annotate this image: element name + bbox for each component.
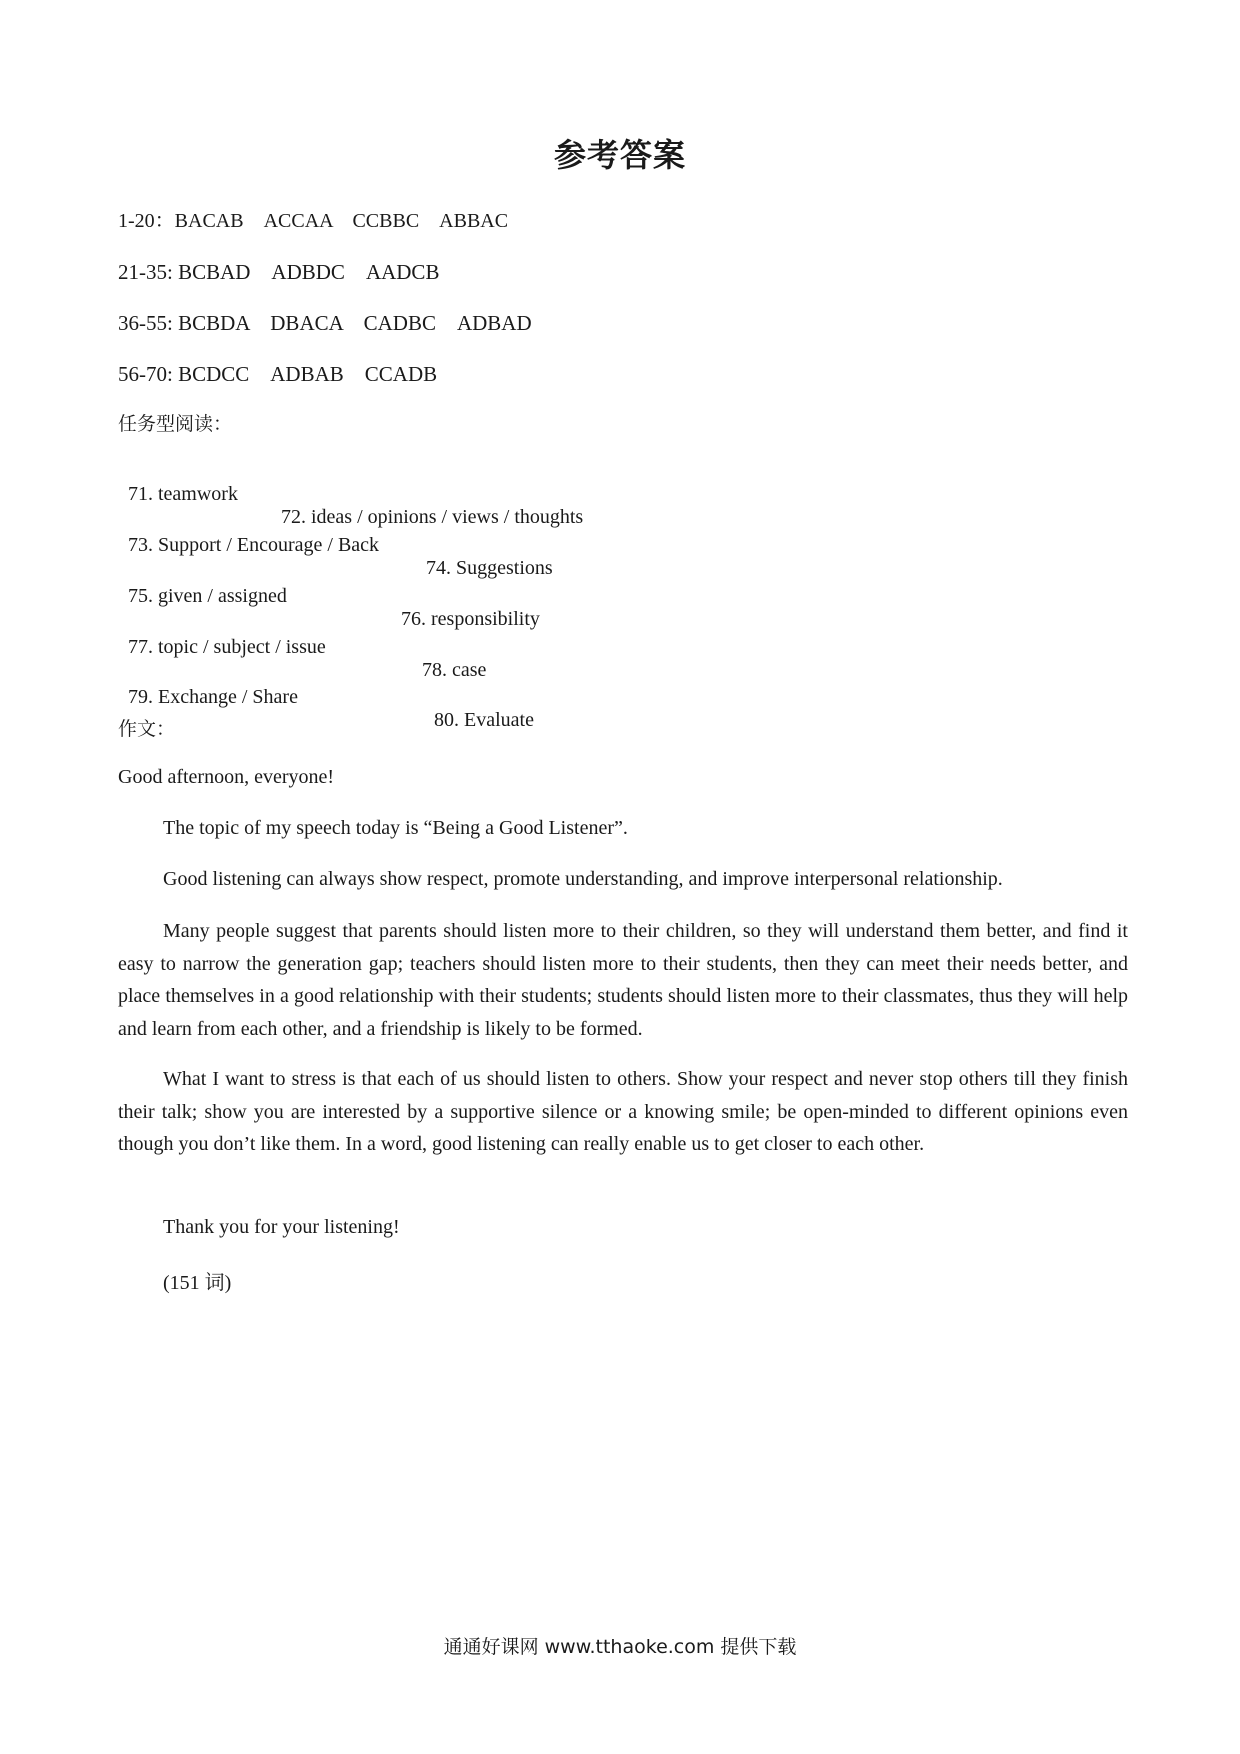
task-answer-73: 73. Support / Encourage / Back (128, 534, 380, 556)
page-title: 参考答案 (553, 136, 686, 174)
essay-word-count: (151 词) (163, 1272, 232, 1294)
mc-answers-36-55: 36-55: BCBDA DBACA CADBC ADBAD (118, 311, 532, 335)
essay-paragraph-3: Many people suggest that parents should listen more to their children, so they will understand them better, and find it easy to narrow the generation gap; teachers should listen more to their students, then they can meet their needs better, and place themselves in a good relationship with their students; students should listen more to their classmates, thus they will help and learn from each other, and a friendship is likely to be formed. (118, 920, 1128, 1040)
task-answer-75: 75. given / assigned (128, 585, 287, 607)
task-answer-77: 77. topic / subject / issue (128, 636, 326, 658)
essay-heading: 作文： (118, 718, 176, 740)
mc-answers-56-70: 56-70: BCDCC ADBAB CCADB (118, 362, 438, 386)
task-answer-79: 79. Exchange / Share (128, 686, 298, 708)
footer-text: 通通好课网 www.tthaoke.com 提供下载 (443, 1636, 797, 1658)
task-answer-72: 72. ideas / opinions / views / thoughts (281, 506, 584, 528)
essay-paragraph-1: The topic of my speech today is “Being a Good Listener”. (163, 817, 628, 839)
task-reading-heading: 任务型阅读： (118, 413, 233, 435)
essay-paragraph-2: Good listening can always show respect, promote understanding, and improve interpersonal relationship. (163, 868, 1003, 890)
task-answer-71: 71. teamwork (128, 483, 238, 505)
essay-greeting: Good afternoon, everyone! (118, 766, 335, 788)
mc-answers-21-35: 21-35: BCBAD ADBDC AADCB (118, 260, 440, 284)
task-answer-80: 80. Evaluate (434, 709, 534, 731)
essay-paragraph-4: What I want to stress is that each of us should listen to others. Show your respect and never stop others till they finish their talk; show you are interested by a supportive silence or a knowing smile; be open-minded to different opinions even though you don’t like them. In a word, good listening can really enable us to get closer to each other. (118, 1068, 1128, 1155)
essay-closing: Thank you for your listening! (163, 1216, 400, 1238)
mc-answers-1-20: 1-20：BACAB ACCAA CCBBC ABBAC (118, 210, 509, 232)
task-answer-74: 74. Suggestions (426, 557, 553, 579)
task-answer-78: 78. case (422, 659, 487, 681)
task-answer-76: 76. responsibility (401, 608, 540, 630)
